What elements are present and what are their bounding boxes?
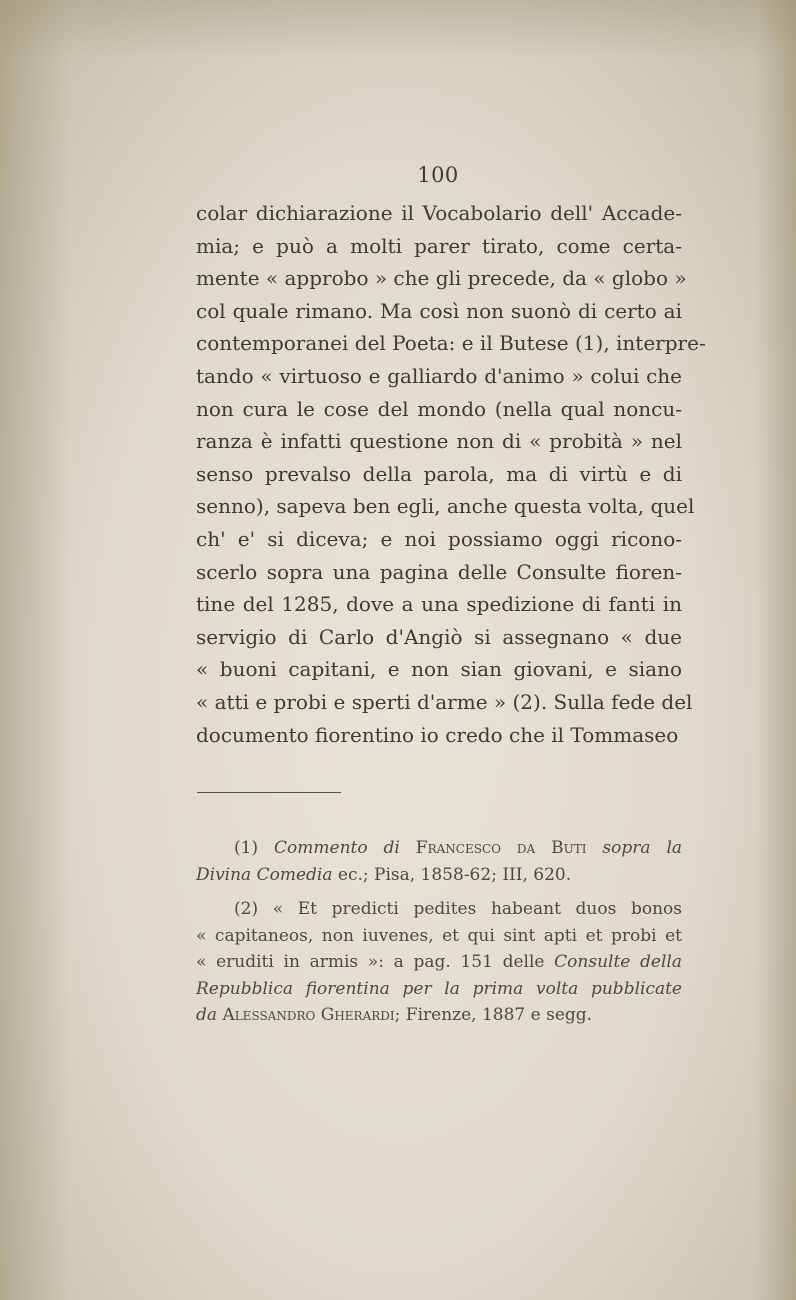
footnote-separator <box>197 792 341 793</box>
body-line: documento fiorentino io credo che il Tommaseo <box>196 722 679 747</box>
body-line: tando « virtuoso e galliardo d'animo » colui che <box>196 363 682 388</box>
body-line: non cura le cose del mondo (nella qual noncu- <box>196 396 682 421</box>
footnote-1-rest: ec.; Pisa, 1858-62; III, 620. <box>337 864 572 885</box>
footnote-2-italic: Consulte della <box>554 952 682 972</box>
footnote-1-work-a: sopra la <box>602 838 683 858</box>
body-line: ranza è infatti questione non di « probità » nel <box>196 429 682 454</box>
footnote-2-line <box>196 949 682 976</box>
page-shadow-left <box>0 0 70 1300</box>
footnote-1-author: Francesco da Buti <box>415 838 587 858</box>
body-line: ch' e' si diceva; e noi possiamo oggi ricono- <box>196 526 682 551</box>
footnote-2-plain: « eruditi in armis »: a pag. 151 delle <box>196 952 545 972</box>
footnote-1-line <box>196 835 682 862</box>
page-number: 100 <box>417 163 459 187</box>
body-line: servigio di Carlo d'Angiò si assegnano « due <box>196 624 682 649</box>
footnote-1-title: Commento di <box>274 838 400 858</box>
body-line: tine del 1285, dove a una spedizione di fanti in <box>196 592 682 617</box>
body-line: mente « approbo » che gli precede, da « globo » <box>196 266 687 291</box>
footnote-1-work-b: Divina Comedia <box>196 864 333 885</box>
body-line: senno), sapeva ben egli, anche questa volta, quel <box>196 494 695 519</box>
footnote-1-marker: (1) <box>234 838 259 858</box>
body-text <box>196 197 706 751</box>
body-line: col quale rimano. Ma così non suonò di certo ai <box>196 298 682 323</box>
page-shadow-right <box>756 0 796 1300</box>
body-line: scerlo sopra una pagina delle Consulte fioren- <box>196 559 682 584</box>
footnote-2-line: « capitaneos, non iuvenes, et qui sint apti et probi et <box>196 925 682 946</box>
footnote-1-line <box>196 862 682 889</box>
footnote-2-rest: ; Firenze, 1887 e segg. <box>394 1005 593 1025</box>
body-line: « atti e probi e sperti d'arme » (2). Sulla fede del <box>196 689 693 714</box>
footnotes <box>196 835 682 1029</box>
body-line: contemporanei del Poeta: e il Butese (1), interpre- <box>196 331 706 356</box>
body-line: senso prevalso della parola, ma di virtù e di <box>196 461 682 486</box>
footnote-2-line <box>196 976 682 1003</box>
body-line: colar dichiarazione il Vocabolario dell' Accade- <box>196 201 682 225</box>
footnote-2-italic: Repubblica fiorentina per la prima volta pubblicate <box>196 978 682 999</box>
footnote-2-line: (2) « Et predicti pedites habeant duos bonos <box>234 899 682 919</box>
footnote-2-italic: da <box>196 1005 218 1025</box>
footnote-2-line <box>196 1002 682 1029</box>
body-line: mia; e può a molti parer tirato, come certa- <box>196 233 682 258</box>
body-line: « buoni capitani, e non sian giovani, e siano <box>196 657 682 682</box>
footnote-2-author: Alessandro Gherardi <box>222 1005 395 1025</box>
page-shadow-top <box>0 0 796 60</box>
